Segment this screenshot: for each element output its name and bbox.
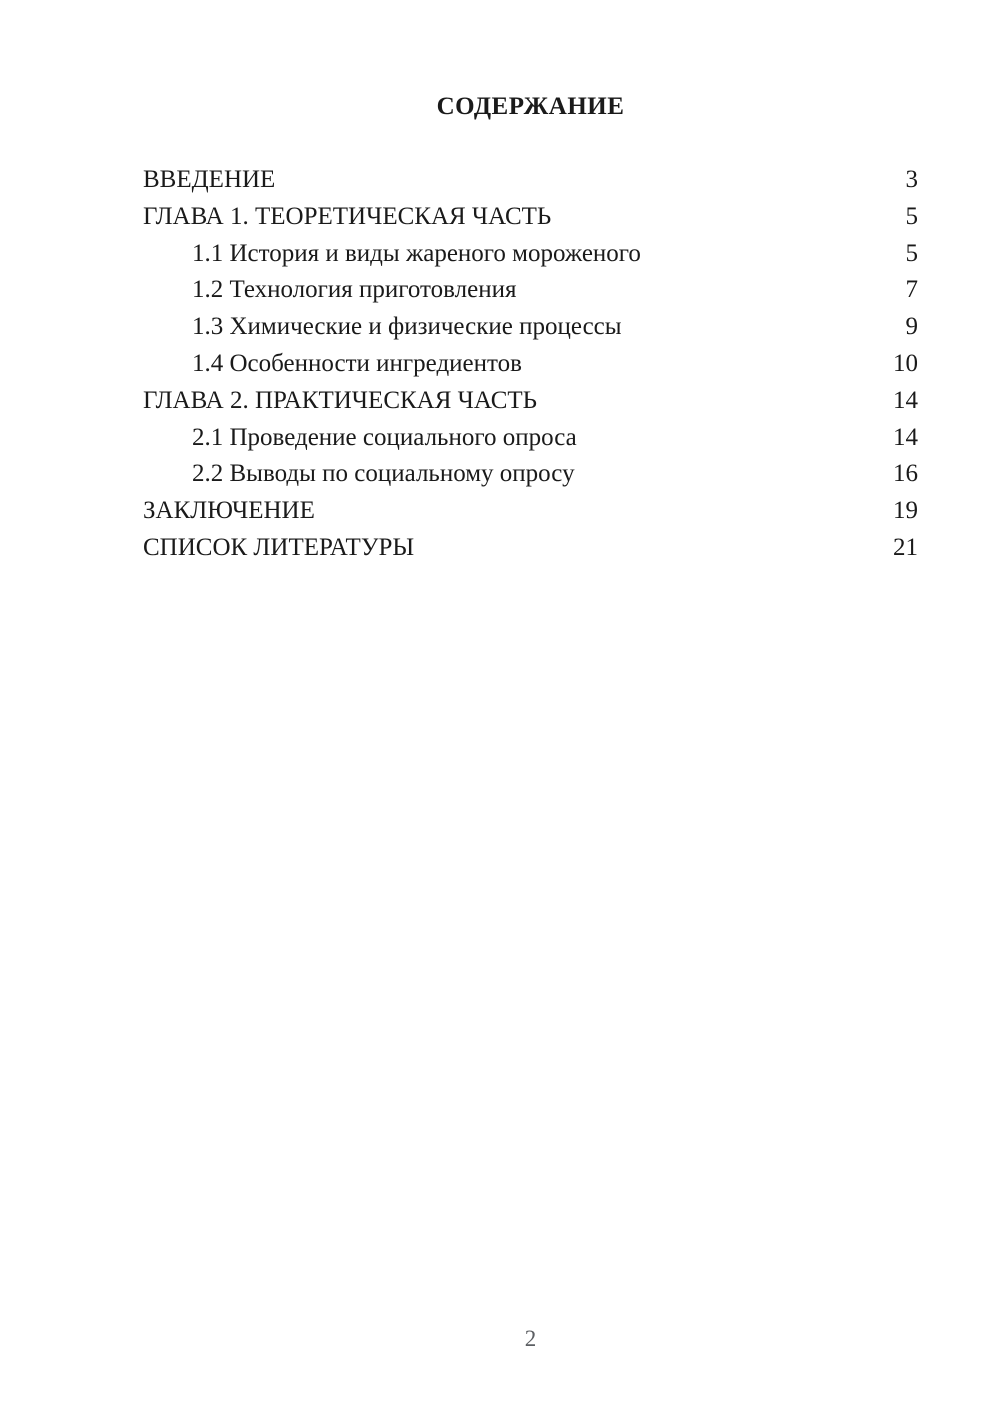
toc-entry-label: ВВЕДЕНИЕ (143, 166, 276, 193)
toc-entry-label: 2.1 Проведение социального опроса (192, 423, 577, 451)
toc-entry-page: 5 (905, 239, 918, 267)
toc-entry-label: ГЛАВА 1. ТЕОРЕТИЧЕСКАЯ ЧАСТЬ (143, 202, 552, 230)
toc-entry-page: 7 (905, 276, 918, 304)
footer-page-number: 2 (524, 1326, 537, 1351)
toc-entry (143, 346, 918, 383)
toc-entry (143, 162, 918, 199)
toc-entry-page: 16 (893, 460, 918, 488)
toc-entry-label: 1.2 Технология приготовления (192, 276, 517, 304)
toc-entry-page: 14 (893, 423, 918, 451)
toc-entry-label: 2.2 Выводы по социальному опросу (192, 460, 575, 488)
toc-entry-label: 1.1 История и виды жареного мороженого (192, 239, 641, 267)
toc-entry-page: 10 (893, 349, 918, 377)
toc-content (143, 88, 918, 567)
toc-entry-page: 5 (905, 202, 918, 230)
toc-entry (143, 272, 918, 309)
toc-entry (143, 236, 918, 273)
toc-entry (143, 493, 918, 530)
toc-entry (143, 383, 918, 420)
toc-entry (143, 530, 918, 567)
table-of-contents (143, 162, 918, 567)
toc-entry-page: 14 (893, 386, 918, 414)
toc-entry (143, 199, 918, 236)
toc-entry-label: 1.4 Особенности ингредиентов (192, 349, 522, 377)
toc-entry-page: 19 (893, 497, 918, 525)
page-title: СОДЕРЖАНИЕ (436, 93, 625, 120)
toc-entry-label: 1.3 Химические и физические процессы (192, 313, 622, 341)
toc-entry-page: 3 (905, 166, 918, 193)
toc-entry-label: СПИСОК ЛИТЕРАТУРЫ (143, 533, 415, 561)
toc-entry (143, 456, 918, 493)
toc-entry-page: 21 (893, 533, 918, 561)
toc-entry-page: 9 (905, 313, 918, 341)
toc-entry-label: ЗАКЛЮЧЕНИЕ (143, 497, 315, 525)
toc-entry (143, 420, 918, 457)
toc-entry (143, 309, 918, 346)
toc-entry-label: ГЛАВА 2. ПРАКТИЧЕСКАЯ ЧАСТЬ (143, 386, 538, 414)
